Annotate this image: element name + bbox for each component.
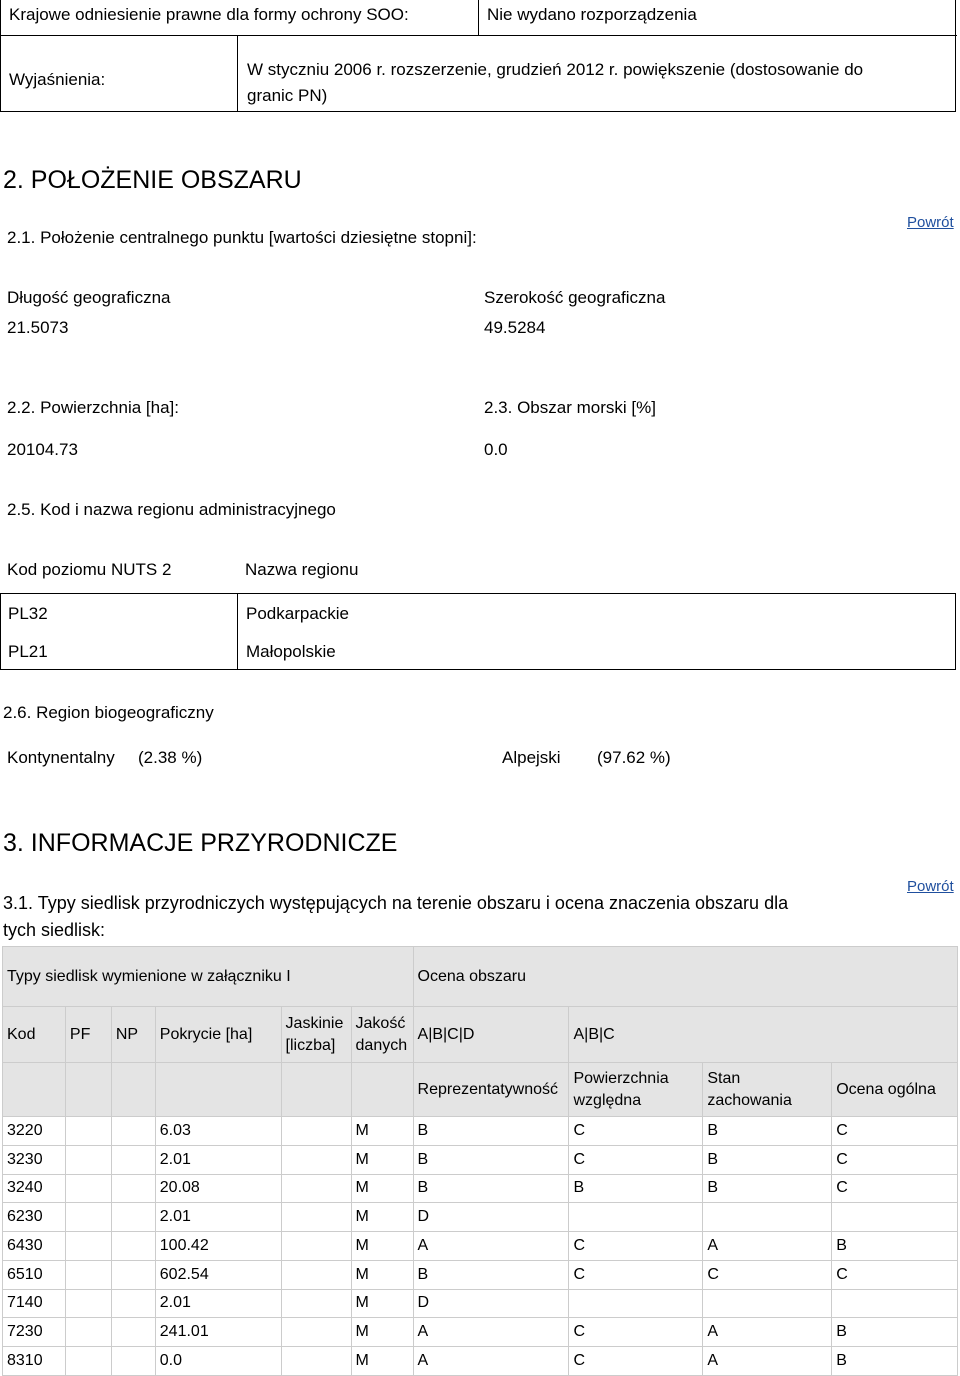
cell-stan: C (703, 1260, 832, 1289)
cell-stan: B (703, 1174, 832, 1203)
col-repr: Reprezentatywność (413, 1063, 569, 1117)
explanation-value (247, 57, 863, 109)
blank-cell (3, 1063, 66, 1117)
cell-ocena: C (832, 1145, 958, 1174)
cell-kod: 3220 (3, 1117, 66, 1146)
cell-jakosc: M (351, 1318, 413, 1347)
blank-cell (281, 1063, 351, 1117)
region-code: PL32 (8, 604, 48, 623)
table-row (3, 1318, 958, 1347)
explanation-label: Wyjaśnienia: (9, 70, 106, 89)
cell-pokrycie: 6.03 (155, 1117, 281, 1146)
cell-pokrycie: 2.01 (155, 1203, 281, 1232)
cell-kod: 7140 (3, 1289, 66, 1318)
cell-stan: A (703, 1232, 832, 1261)
cell-pf (65, 1117, 111, 1146)
habitat-table (2, 946, 958, 1376)
cell-jakosc: M (351, 1145, 413, 1174)
cell-np (111, 1260, 155, 1289)
latitude-label: Szerokość geograficzna (484, 288, 666, 307)
cell-ocena: B (832, 1232, 958, 1261)
cell-stan: B (703, 1117, 832, 1146)
back-link[interactable]: Powrót (907, 214, 954, 231)
cell-np (111, 1117, 155, 1146)
table-row (3, 1174, 958, 1203)
cell-kod: 3230 (3, 1145, 66, 1174)
group-header-habitats: Typy siedlisk wymienione w załączniku I (3, 947, 414, 1007)
cell-pf (65, 1318, 111, 1347)
cell-pf (65, 1174, 111, 1203)
longitude-label: Długość geograficzna (7, 288, 171, 307)
cell-kod: 3240 (3, 1174, 66, 1203)
legal-table (0, 0, 956, 112)
cell-pow: C (569, 1232, 703, 1261)
marine-label: 2.3. Obszar morski [%] (484, 398, 656, 417)
cell-stan: B (703, 1145, 832, 1174)
cell-ocena: B (832, 1347, 958, 1376)
section-3-1-title (3, 890, 883, 944)
section-2-1-title: 2.1. Położenie centralnego punktu [wartości dziesiętne stopni]: (7, 228, 477, 247)
cell-pow: C (569, 1260, 703, 1289)
col-ocena: Ocena ogólna (832, 1063, 958, 1117)
cell-pokrycie: 241.01 (155, 1318, 281, 1347)
legal-label: Krajowe odniesienie prawne dla formy ochrony SOO: (9, 5, 409, 24)
col-abcd: A|B|C|D (413, 1007, 569, 1063)
cell-np (111, 1289, 155, 1318)
cell-repr: A (413, 1347, 569, 1376)
cell-jakosc: M (351, 1203, 413, 1232)
cell-pf (65, 1145, 111, 1174)
bio-region-pct: (2.38 %) (138, 748, 203, 767)
cell-pf (65, 1347, 111, 1376)
cell-kod: 6230 (3, 1203, 66, 1232)
divider (237, 594, 238, 669)
cell-ocena (832, 1289, 958, 1318)
col-jakosc-line: danych (355, 1036, 408, 1054)
cell-pf (65, 1289, 111, 1318)
cell-stan: A (703, 1347, 832, 1376)
group-header-assessment: Ocena obszaru (413, 947, 957, 1007)
bio-region-name: Kontynentalny (7, 748, 115, 767)
cell-np (111, 1232, 155, 1261)
cell-stan: A (703, 1318, 832, 1347)
col-stan (703, 1063, 832, 1117)
cell-kod: 6510 (3, 1260, 66, 1289)
cell-jaskinie (281, 1260, 351, 1289)
cell-pow: C (569, 1347, 703, 1376)
latitude-value: 49.5284 (484, 318, 546, 337)
cell-jakosc: M (351, 1347, 413, 1376)
cell-jaskinie (281, 1289, 351, 1318)
table-row (3, 1232, 958, 1261)
cell-pokrycie: 100.42 (155, 1232, 281, 1261)
explanation-line: W styczniu 2006 r. rozszerzenie, grudzień 2012 r. powiększenie (dostosowanie do (247, 60, 864, 79)
cell-jakosc: M (351, 1289, 413, 1318)
longitude-value: 21.5073 (7, 318, 69, 337)
cell-jakosc: M (351, 1117, 413, 1146)
col-jaskinie (281, 1007, 351, 1063)
cell-pokrycie: 2.01 (155, 1145, 281, 1174)
cell-pokrycie: 2.01 (155, 1289, 281, 1318)
blank-cell (65, 1063, 111, 1117)
marine-value: 0.0 (484, 440, 508, 459)
cell-pf (65, 1260, 111, 1289)
table-row (3, 1347, 958, 1376)
region-table (0, 593, 956, 670)
cell-pokrycie: 20.08 (155, 1174, 281, 1203)
col-jaskinie-line: [liczba] (285, 1036, 336, 1054)
cell-jaskinie (281, 1203, 351, 1232)
bio-region-pct: (97.62 %) (597, 748, 671, 767)
cell-np (111, 1347, 155, 1376)
table-row (3, 1117, 958, 1146)
cell-repr: A (413, 1318, 569, 1347)
region-code: PL21 (8, 642, 48, 661)
table-row (3, 1289, 958, 1318)
cell-jakosc: M (351, 1232, 413, 1261)
cell-pf (65, 1203, 111, 1232)
cell-pokrycie: 0.0 (155, 1347, 281, 1376)
table-row (3, 1260, 958, 1289)
col-jaskinie-line: Jaskinie (285, 1014, 344, 1032)
cell-stan (703, 1289, 832, 1318)
cell-repr: B (413, 1117, 569, 1146)
cell-np (111, 1145, 155, 1174)
cell-kod: 7230 (3, 1318, 66, 1347)
cell-pow: C (569, 1318, 703, 1347)
col-pf: PF (65, 1007, 111, 1063)
cell-jaskinie (281, 1318, 351, 1347)
cell-kod: 6430 (3, 1232, 66, 1261)
cell-stan (703, 1203, 832, 1232)
cell-pow: B (569, 1174, 703, 1203)
col-jakosc-line: Jakość (355, 1014, 406, 1032)
cell-repr: A (413, 1232, 569, 1261)
divider (237, 36, 238, 111)
cell-np (111, 1318, 155, 1347)
cell-repr: D (413, 1289, 569, 1318)
region-header: Nazwa regionu (245, 560, 359, 579)
region-name: Podkarpackie (246, 604, 350, 623)
area-label: 2.2. Powierzchnia [ha]: (7, 398, 179, 417)
area-value: 20104.73 (7, 440, 78, 459)
col-pow (569, 1063, 703, 1117)
cell-jakosc: M (351, 1174, 413, 1203)
cell-ocena: C (832, 1260, 958, 1289)
cell-jakosc: M (351, 1260, 413, 1289)
cell-pokrycie: 602.54 (155, 1260, 281, 1289)
table-row (3, 1145, 958, 1174)
cell-jaskinie (281, 1347, 351, 1376)
legal-value: Nie wydano rozporządzenia (487, 5, 697, 24)
back-link[interactable]: Powrót (907, 878, 954, 895)
section-2-6-title: 2.6. Region biogeograficzny (3, 703, 214, 722)
legal-row (1, 0, 957, 36)
bio-region-name: Alpejski (502, 748, 561, 767)
col-pow-line: Powierzchnia (573, 1069, 669, 1087)
cell-np (111, 1174, 155, 1203)
cell-jaskinie (281, 1145, 351, 1174)
col-kod: Kod (3, 1007, 66, 1063)
cell-kod: 8310 (3, 1347, 66, 1376)
cell-jaskinie (281, 1232, 351, 1261)
cell-pow (569, 1289, 703, 1318)
section-3-1-line: tych siedlisk: (3, 920, 106, 940)
divider (478, 0, 479, 35)
col-abc: A|B|C (569, 1007, 958, 1063)
cell-repr: B (413, 1145, 569, 1174)
table-row (3, 1203, 958, 1232)
cell-repr: B (413, 1174, 569, 1203)
cell-jaskinie (281, 1117, 351, 1146)
blank-cell (111, 1063, 155, 1117)
cell-ocena: B (832, 1318, 958, 1347)
cell-jaskinie (281, 1174, 351, 1203)
blank-cell (155, 1063, 281, 1117)
habitat-rows (3, 1117, 958, 1376)
cell-ocena: C (832, 1174, 958, 1203)
nuts-header: Kod poziomu NUTS 2 (7, 560, 172, 579)
section-3-1-line: 3.1. Typy siedlisk przyrodniczych występujących na terenie obszaru i ocena znaczenia obszaru dla (3, 893, 789, 913)
col-jakosc (351, 1007, 413, 1063)
cell-repr: B (413, 1260, 569, 1289)
col-stan-line: Stan (707, 1069, 741, 1087)
region-name: Małopolskie (246, 642, 336, 661)
cell-np (111, 1203, 155, 1232)
cell-ocena (832, 1203, 958, 1232)
section-2-5-title: 2.5. Kod i nazwa regionu administracyjnego (7, 500, 336, 519)
blank-cell (351, 1063, 413, 1117)
col-np: NP (111, 1007, 155, 1063)
col-pokrycie: Pokrycie [ha] (155, 1007, 281, 1063)
col-pow-line: względna (573, 1091, 642, 1109)
cell-pf (65, 1232, 111, 1261)
explanation-line: granic PN) (247, 86, 328, 105)
cell-pow: C (569, 1145, 703, 1174)
cell-pow: C (569, 1117, 703, 1146)
cell-ocena: C (832, 1117, 958, 1146)
col-stan-line: zachowania (707, 1091, 792, 1109)
section-3-title: 3. INFORMACJE PRZYRODNICZE (3, 829, 398, 857)
cell-pow (569, 1203, 703, 1232)
cell-repr: D (413, 1203, 569, 1232)
section-2-title: 2. POŁOŻENIE OBSZARU (3, 166, 302, 194)
